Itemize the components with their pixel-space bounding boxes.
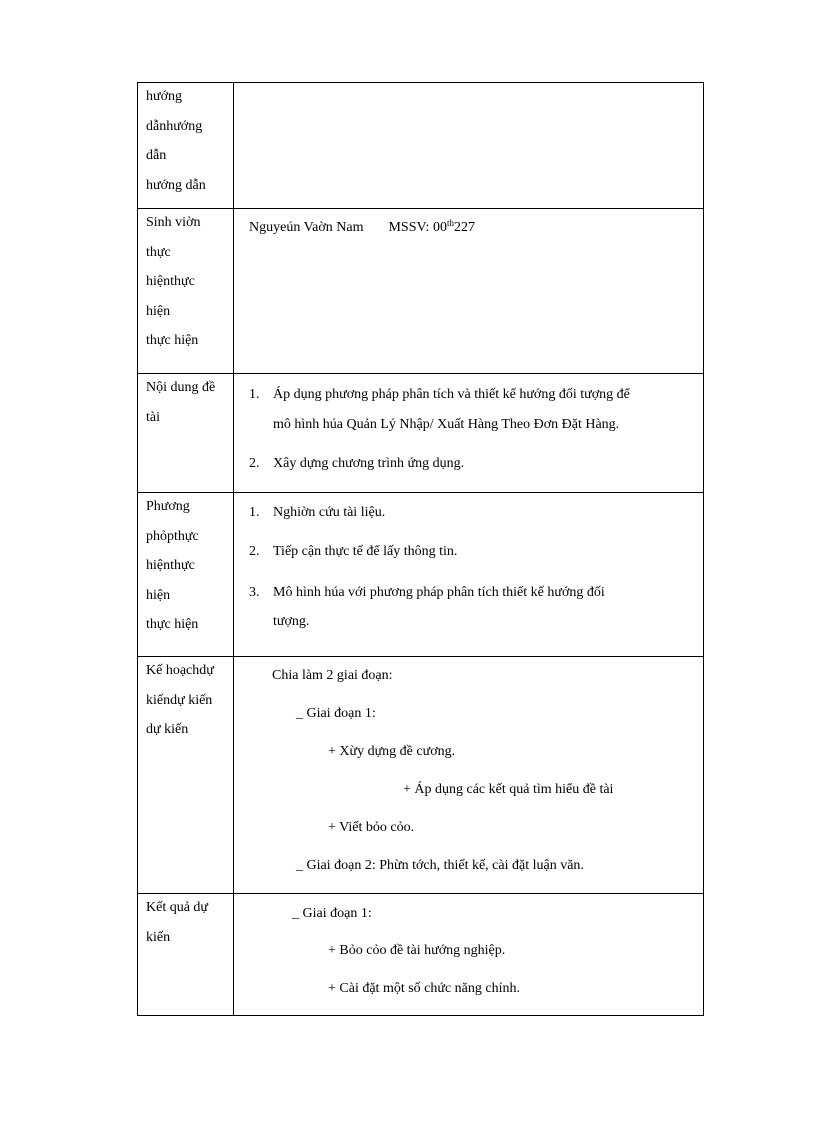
mssv-number: 227 [453,220,475,235]
label-line: thực hiện [146,333,199,348]
label-line: tài [146,409,160,425]
label-line: thực hiện [146,617,199,632]
label-cell [138,83,234,209]
label-line: phỏpthực [146,528,199,544]
label-line: hiện [146,303,171,319]
label-line: thực [146,244,171,260]
plan-line: _ Giai đoạn 2: Phừn tớch, thiết kế, cài đặt luận văn. [296,858,584,873]
list-item-continuation: mô hình húa Quản Lý Nhập/ Xuất Hàng Theo Đơn Đặt Hàng. [273,417,620,432]
list-item: 1. Nghiờn cứu tài liệu. [249,505,386,520]
label-cell [138,657,234,894]
plan-line: Chia làm 2 giai đoạn: [272,668,393,683]
plan-line: + Áp dụng các kết quả tìm hiểu đề tài [403,782,614,797]
mssv-superscript: th [446,218,454,228]
label-line: dẫn [146,148,167,163]
plan-line: + Xừy dựng đề cương. [328,744,456,759]
label-line: kiến [146,929,171,945]
row-results [138,894,704,1016]
label-line: hướng dẫn [146,177,206,193]
content-cell [234,657,704,894]
content-cell [234,374,704,493]
label-line: Sinh viờn [146,215,201,230]
label-line: hiệnthực [146,558,195,573]
label-line: kiếndự kiến [146,692,213,708]
row-methods [138,493,704,657]
list-item: 3. Mô hình húa với phương pháp phân tích thiết kế hướng đối [249,585,605,600]
mssv-label: MSSV: 00 [388,220,447,235]
label-line: Nội dung đề [146,380,216,395]
student-info [249,218,475,238]
result-line: + Cài đặt một số chức năng chính. [328,981,521,996]
row-guidance [138,83,704,209]
project-info-table [137,82,704,1016]
row-topic [138,374,704,493]
label-line: dự kiến [146,722,189,737]
plan-line: + Viết bỏo cỏo. [328,820,415,835]
plan-line: _ Giai đoạn 1: [296,706,376,721]
label-line: hướng [146,89,182,104]
label-cell [138,374,234,493]
label-cell [138,493,234,657]
label-cell [138,894,234,1016]
label-line: dẫnhướng [146,118,203,134]
student-name: Nguyeún Vaờn Nam [249,220,364,235]
result-line: + Bỏo cỏo đề tài hướng nghiệp. [328,943,506,958]
list-item: 1. Áp dụng phương pháp phân tích và thiết kế hướng đối tượng để [249,387,630,402]
content-cell [234,493,704,657]
label-line: Kế hoạchdự [146,663,214,678]
list-item-continuation: tượng. [273,614,310,629]
row-plan [138,657,704,894]
label-cell [138,209,234,374]
row-student [138,209,704,374]
label-line: hiệnthực [146,274,195,289]
label-line: Phương [146,499,190,514]
list-item: 2. Tiếp cận thực tế để lấy thông tin. [249,544,458,559]
result-line: _ Giai đoạn 1: [292,906,372,921]
content-cell [234,209,704,374]
content-cell [234,83,704,209]
label-line: hiện [146,587,171,603]
label-line: Kết quả dự [146,900,209,915]
list-item: 2. Xây dựng chương trình ứng dụng. [249,456,465,471]
content-cell [234,894,704,1016]
